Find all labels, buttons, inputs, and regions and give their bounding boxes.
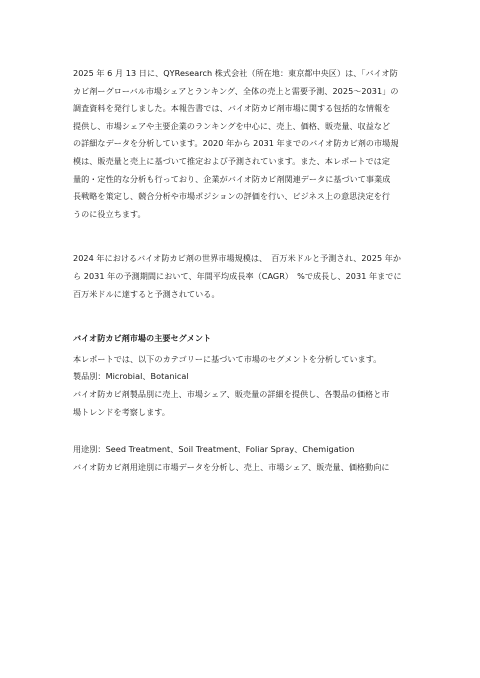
text-line: バイオ防カビ剤用途別に市場データを分析し、売上、市場シェア、販売量、価格動向に — [73, 461, 390, 472]
text-line: 模は、販売量と売上に基づいて推定および予測されています。また、本レポートでは定 — [73, 155, 390, 166]
intro-paragraph — [73, 65, 411, 223]
paragraph-spacer — [73, 303, 411, 330]
text-line: 長戦略を策定し、競合分析や市場ポジションの評価を行い、ビジネス上の意思決定を行 — [73, 191, 391, 202]
text-line: 2025 年 6 月 13 日に、QYResearch 株式会社（所在地：東京都中央区）は、「バイオ防 — [73, 68, 398, 78]
market-size-paragraph — [73, 250, 411, 303]
text-line: ら 2031 年の予測期間において、年間平均成長率（CAGR） %で成長し、2031 年までに — [73, 270, 402, 281]
text-line: 提供し、市場シェアや主要企業のランキングを中心に、売上、価格、販売量、収益など — [73, 120, 391, 131]
text-line: うのに役立ちます。 — [73, 208, 146, 219]
text-line: 量的・定性的な分析も行っており、企業がバイオ防カビ剤関連データに基づいて事業成 — [73, 173, 391, 184]
paragraph-spacer — [73, 223, 411, 250]
section-heading: バイオ防カビ剤市場の主要セグメント — [73, 333, 212, 344]
text-line: 百万米ドルに達すると予測されている。 — [73, 288, 220, 299]
paragraph-spacer — [73, 421, 411, 441]
text-line: の詳細なデータを分析しています。2020 年から 2031 年までのバイオ防カビ剤の市場規 — [73, 138, 399, 149]
section-intro: 本レポートでは、以下のカテゴリーに基づいて市場のセグメントを分析しています。 — [73, 353, 382, 364]
application-label: 用途別：Seed Treatment、Soil Treatment、Foliar Spray、Chemigation — [73, 444, 355, 455]
document-body — [73, 65, 411, 476]
text-line: 場トレンドを考察します。 — [73, 406, 170, 417]
text-line: 2024 年におけるバイオ防カビ剤の世界市場規模は、 百万米ドルと予測され、2025 年か — [73, 253, 402, 264]
text-line: 調査資料を発行しました。本報告書では、バイオ防カビ剤市場に関する包括的な情報を — [73, 103, 391, 114]
product-type-label: 製品別：Microbial、Botanical — [73, 371, 189, 382]
segment-section — [73, 330, 411, 476]
text-line: バイオ防カビ剤製品別に売上、市場シェア、販売量の詳細を提供し、各製品の価格と市 — [73, 388, 390, 399]
text-line: カビ剤ーグローバル市場シェアとランキング、全体の売上と需要予測、2025〜2031」の — [73, 85, 399, 96]
